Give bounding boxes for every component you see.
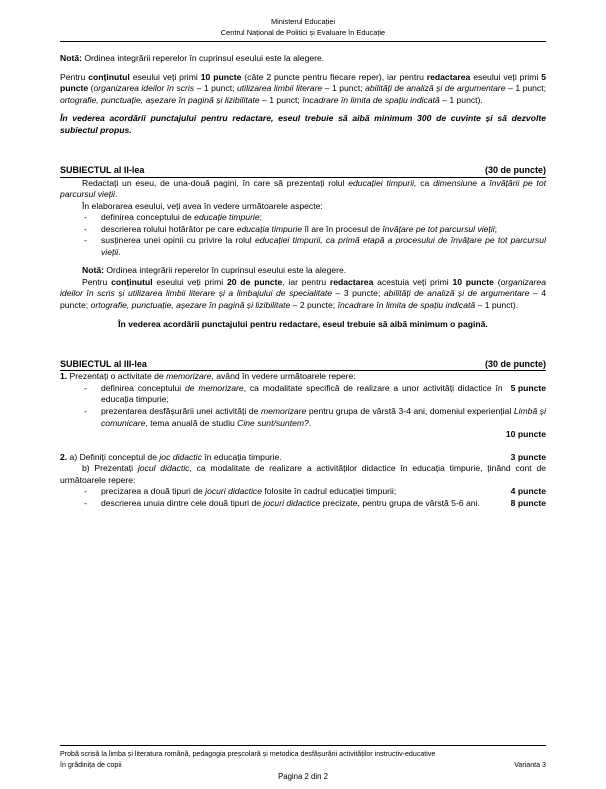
- subject-three-points: (30 de puncte): [484, 359, 546, 370]
- item-number: 1.: [60, 371, 68, 382]
- italic-fragment: memorizare: [260, 406, 307, 417]
- italic-fragment: jocul didactic: [137, 463, 190, 474]
- text-fragment: precizarea a două tipuri de: [101, 486, 206, 497]
- italic-fragment: utilizarea limbii literare: [237, 83, 323, 94]
- bold-fragment: conținutul: [111, 276, 153, 287]
- list-item: [60, 486, 546, 498]
- subject-three-item-1-bullets: [60, 383, 546, 429]
- footer-divider: [60, 745, 546, 746]
- text-fragment: precizate, pentru grupa de vârstă 5-6 ani.: [320, 497, 480, 508]
- italic-fragment: încadrare în limita de spațiu indicată: [302, 94, 440, 105]
- points-value: 4 puncte: [510, 486, 546, 497]
- text-fragment: , ca modalitate specifică de realizare a unor activități didactice în educația timpurie;: [101, 382, 503, 405]
- bold-fragment: conținutul: [88, 71, 130, 82]
- text-fragment: a) Definiți conceptul de: [67, 451, 160, 462]
- subject-three-heading: [60, 359, 546, 371]
- bold-fragment: 5 puncte: [60, 71, 546, 94]
- text-fragment: ca: [416, 177, 434, 188]
- dash-bullet-icon: -: [84, 486, 87, 497]
- text-fragment: .: [308, 417, 312, 428]
- text-fragment: – 2 puncte;: [290, 300, 338, 311]
- minimum-words-note: În vederea acordării punctajului pentru redactare, eseul trebuie să aibă minimum 300 de cuvinte și să dezvolte subiectul propus.: [60, 113, 546, 135]
- note-paragraph-subject-one: [60, 53, 546, 65]
- text-fragment: , iar pentru: [282, 276, 330, 287]
- bold-fragment: redactarea: [329, 276, 374, 287]
- text-fragment: Pentru: [60, 71, 89, 82]
- list-item: [60, 235, 546, 258]
- note-paragraph-subject-two: [60, 265, 546, 277]
- italic-fragment: abilități de analiză și de argumentare: [365, 83, 506, 94]
- dash-bullet-icon: -: [84, 235, 87, 246]
- text-fragment: – 1 punct;: [194, 83, 238, 94]
- text-fragment: .: [118, 246, 121, 257]
- points-value: 5 puncte: [510, 382, 546, 393]
- scoring-paragraph-subject-one: [60, 72, 546, 107]
- text-fragment: acestuia veți primi: [373, 276, 453, 287]
- text-fragment: – 1 punct;: [322, 83, 366, 94]
- subject-two-intro: [60, 178, 546, 201]
- page-number: Pagina 2 din 2: [278, 772, 328, 781]
- text-fragment: – 4 puncte;: [60, 288, 546, 311]
- text-fragment: prezentarea desfășurării unei activități de: [101, 406, 261, 417]
- italic-fragment: memorizare: [166, 371, 212, 382]
- italic-fragment: joc didactic: [159, 451, 202, 462]
- minimum-page-note: În vederea acordării punctajului pentru redactare, eseul trebuie să aibă minimum o pagină.: [118, 318, 488, 329]
- text-fragment: (câte 2 puncte pentru fiecare reper), iar pentru: [241, 71, 427, 82]
- document-footer: [60, 745, 546, 781]
- text-fragment: Prezentați o activitate de: [67, 371, 167, 382]
- dash-bullet-icon: -: [84, 382, 87, 393]
- bold-fragment: 10 puncte: [452, 276, 494, 287]
- text-fragment: definirea conceptului de: [101, 212, 195, 223]
- text-fragment: eseului veți primi: [129, 71, 201, 82]
- text-fragment: .: [114, 189, 118, 200]
- text-fragment: susținerea unei opinii cu privire la rolul: [101, 235, 255, 246]
- text-fragment: , tema anuală de studiu: [145, 417, 238, 428]
- italic-fragment: jocuri didactice: [205, 486, 262, 497]
- italic-fragment: organizarea ideilor în scris: [93, 83, 195, 94]
- points-value: 3 puncte: [510, 451, 546, 462]
- spacer: [60, 65, 546, 72]
- italic-fragment: dimensiune a învățării pe tot parcursul vieții: [60, 177, 546, 200]
- text-fragment: descrierea unuia dintre cele două tipuri de: [101, 497, 264, 508]
- list-item: [60, 383, 546, 406]
- text-fragment: folosite în cadrul educației timpurii;: [262, 486, 397, 497]
- spacer: [60, 330, 546, 359]
- dash-bullet-icon: -: [84, 212, 87, 223]
- list-item: [60, 406, 546, 429]
- item-2a-text: [60, 452, 282, 464]
- footer-second-row: [60, 760, 546, 770]
- text-fragment: definirea conceptului: [101, 382, 185, 393]
- text-fragment: Pentru: [82, 276, 112, 287]
- list-item: [60, 224, 546, 236]
- points-value: 10 puncte: [505, 429, 546, 440]
- list-item: [60, 212, 546, 224]
- subject-two-bullet-list: [60, 212, 546, 258]
- subject-two-heading: [60, 165, 546, 177]
- dash-bullet-icon: -: [84, 223, 87, 234]
- text-fragment: eseului veți primi: [152, 276, 227, 287]
- footer-description-line2: în grădinița de copii: [60, 760, 122, 769]
- variant-label: Varianta 3: [514, 760, 546, 769]
- subject-three-item-2-bullets: [60, 486, 546, 509]
- text-fragment: – 3 puncte;: [332, 288, 384, 299]
- dash-bullet-icon: -: [84, 497, 87, 508]
- spacer: [60, 441, 546, 452]
- text-fragment: pentru grupa de vârstă 3-4 ani, domeniul experiențial: [306, 406, 514, 417]
- dash-bullet-icon: -: [84, 406, 87, 417]
- text-fragment: – 1 punct;: [259, 94, 303, 105]
- text-fragment: , având în vedere următoarele repere:: [211, 371, 356, 382]
- text-fragment: b) Prezentați: [82, 463, 138, 474]
- text-fragment: descrierea rolului hotărâtor pe care: [101, 223, 237, 234]
- text-fragment: – 1 punct).: [475, 300, 519, 311]
- text-fragment: – 1 punct;: [505, 83, 546, 94]
- italic-fragment: educație timpurie: [194, 212, 260, 223]
- spacer: [60, 42, 546, 53]
- italic-fragment: educația timpurie: [236, 223, 303, 234]
- institution-name: Centrul Național de Politici și Evaluare în Educație: [220, 27, 386, 37]
- italic-fragment: abilități de analiză și de argumentare: [383, 288, 530, 299]
- text-fragment: eseului veți primi: [470, 71, 542, 82]
- item-number: 2.: [60, 451, 68, 462]
- italic-fragment: încadrare în limita de spațiu indicată: [337, 300, 476, 311]
- italic-fragment: organizarea ideilor în scris și utilizarea limbii literare și a limbajului de specialitate: [60, 276, 546, 299]
- note-text: Ordinea integrării reperelor în cuprinsul eseului este la alegere.: [103, 265, 347, 276]
- italic-fragment: jocuri didactice: [263, 497, 321, 508]
- subject-three-item-1-heading: [60, 371, 546, 383]
- spacer: [60, 258, 546, 265]
- subject-three-title: SUBIECTUL al III-lea: [60, 359, 147, 370]
- subject-two-lead-in: În elaborarea eseului, veți avea în vedere următoarele aspecte:: [82, 200, 323, 211]
- ministry-name: Ministerul Educației: [270, 17, 336, 26]
- text-fragment: ;: [494, 223, 498, 234]
- text-fragment: (: [493, 276, 501, 287]
- bold-fragment: 20 de puncte: [226, 276, 283, 287]
- scoring-paragraph-subject-two: [60, 277, 546, 312]
- document-header: [60, 0, 546, 38]
- note-label: Notă:: [82, 265, 104, 276]
- footer-description-line1: Probă scrisă la limba și literatura română, pedagogia preșcolară și metodica desfășurării activităților instructiv-educative: [60, 750, 436, 759]
- subject-two-title: SUBIECTUL al II-lea: [60, 165, 145, 176]
- bold-fragment: 10 puncte: [200, 71, 242, 82]
- italic-fragment: ortografie, punctuație, așezare în pagină și lizibilitate: [90, 300, 291, 311]
- text-fragment: Redactați un eseu, de una-două pagini, în care să prezentați rolul: [82, 177, 349, 188]
- bold-fragment: redactarea: [426, 71, 471, 82]
- spacer: [60, 312, 546, 319]
- text-fragment: îl are în procesul de: [302, 223, 383, 234]
- italic-fragment: Cine sunt/suntem?: [237, 417, 309, 428]
- subject-three-item-2b: [60, 463, 546, 486]
- text-fragment: , ca modalitate de realizare a activităților didactice în educația timpurie, ținând cont de următoarele repere:: [60, 463, 547, 485]
- italic-fragment: ortografie, punctuație, așezare în pagină și lizibilitate: [60, 94, 260, 105]
- subject-three-item-2a: [60, 452, 546, 464]
- italic-fragment: învățare pe tot parcursul vieții: [382, 223, 495, 234]
- italic-fragment: Limbă și comunicare: [101, 406, 546, 428]
- italic-fragment: de memorizare: [185, 382, 244, 393]
- spacer: [60, 136, 546, 165]
- subject-two-points: (30 de puncte): [484, 165, 546, 176]
- text-fragment: în educația timpurie.: [201, 451, 282, 462]
- points-value: 8 puncte: [510, 497, 546, 508]
- text-fragment: – 1 punct).: [439, 94, 483, 105]
- italic-fragment: educației timpurii,: [348, 177, 417, 188]
- text-fragment: (: [88, 83, 94, 94]
- note-text: Ordinea integrării reperelor în cuprinsul eseului este la alegere.: [81, 53, 325, 64]
- italic-fragment: educației timpurii, ca primă etapă a procesului de învățare pe tot parcursul vieții: [101, 235, 546, 257]
- note-label: Notă:: [60, 53, 82, 64]
- text-fragment: ;: [259, 212, 263, 223]
- list-item: [60, 498, 546, 510]
